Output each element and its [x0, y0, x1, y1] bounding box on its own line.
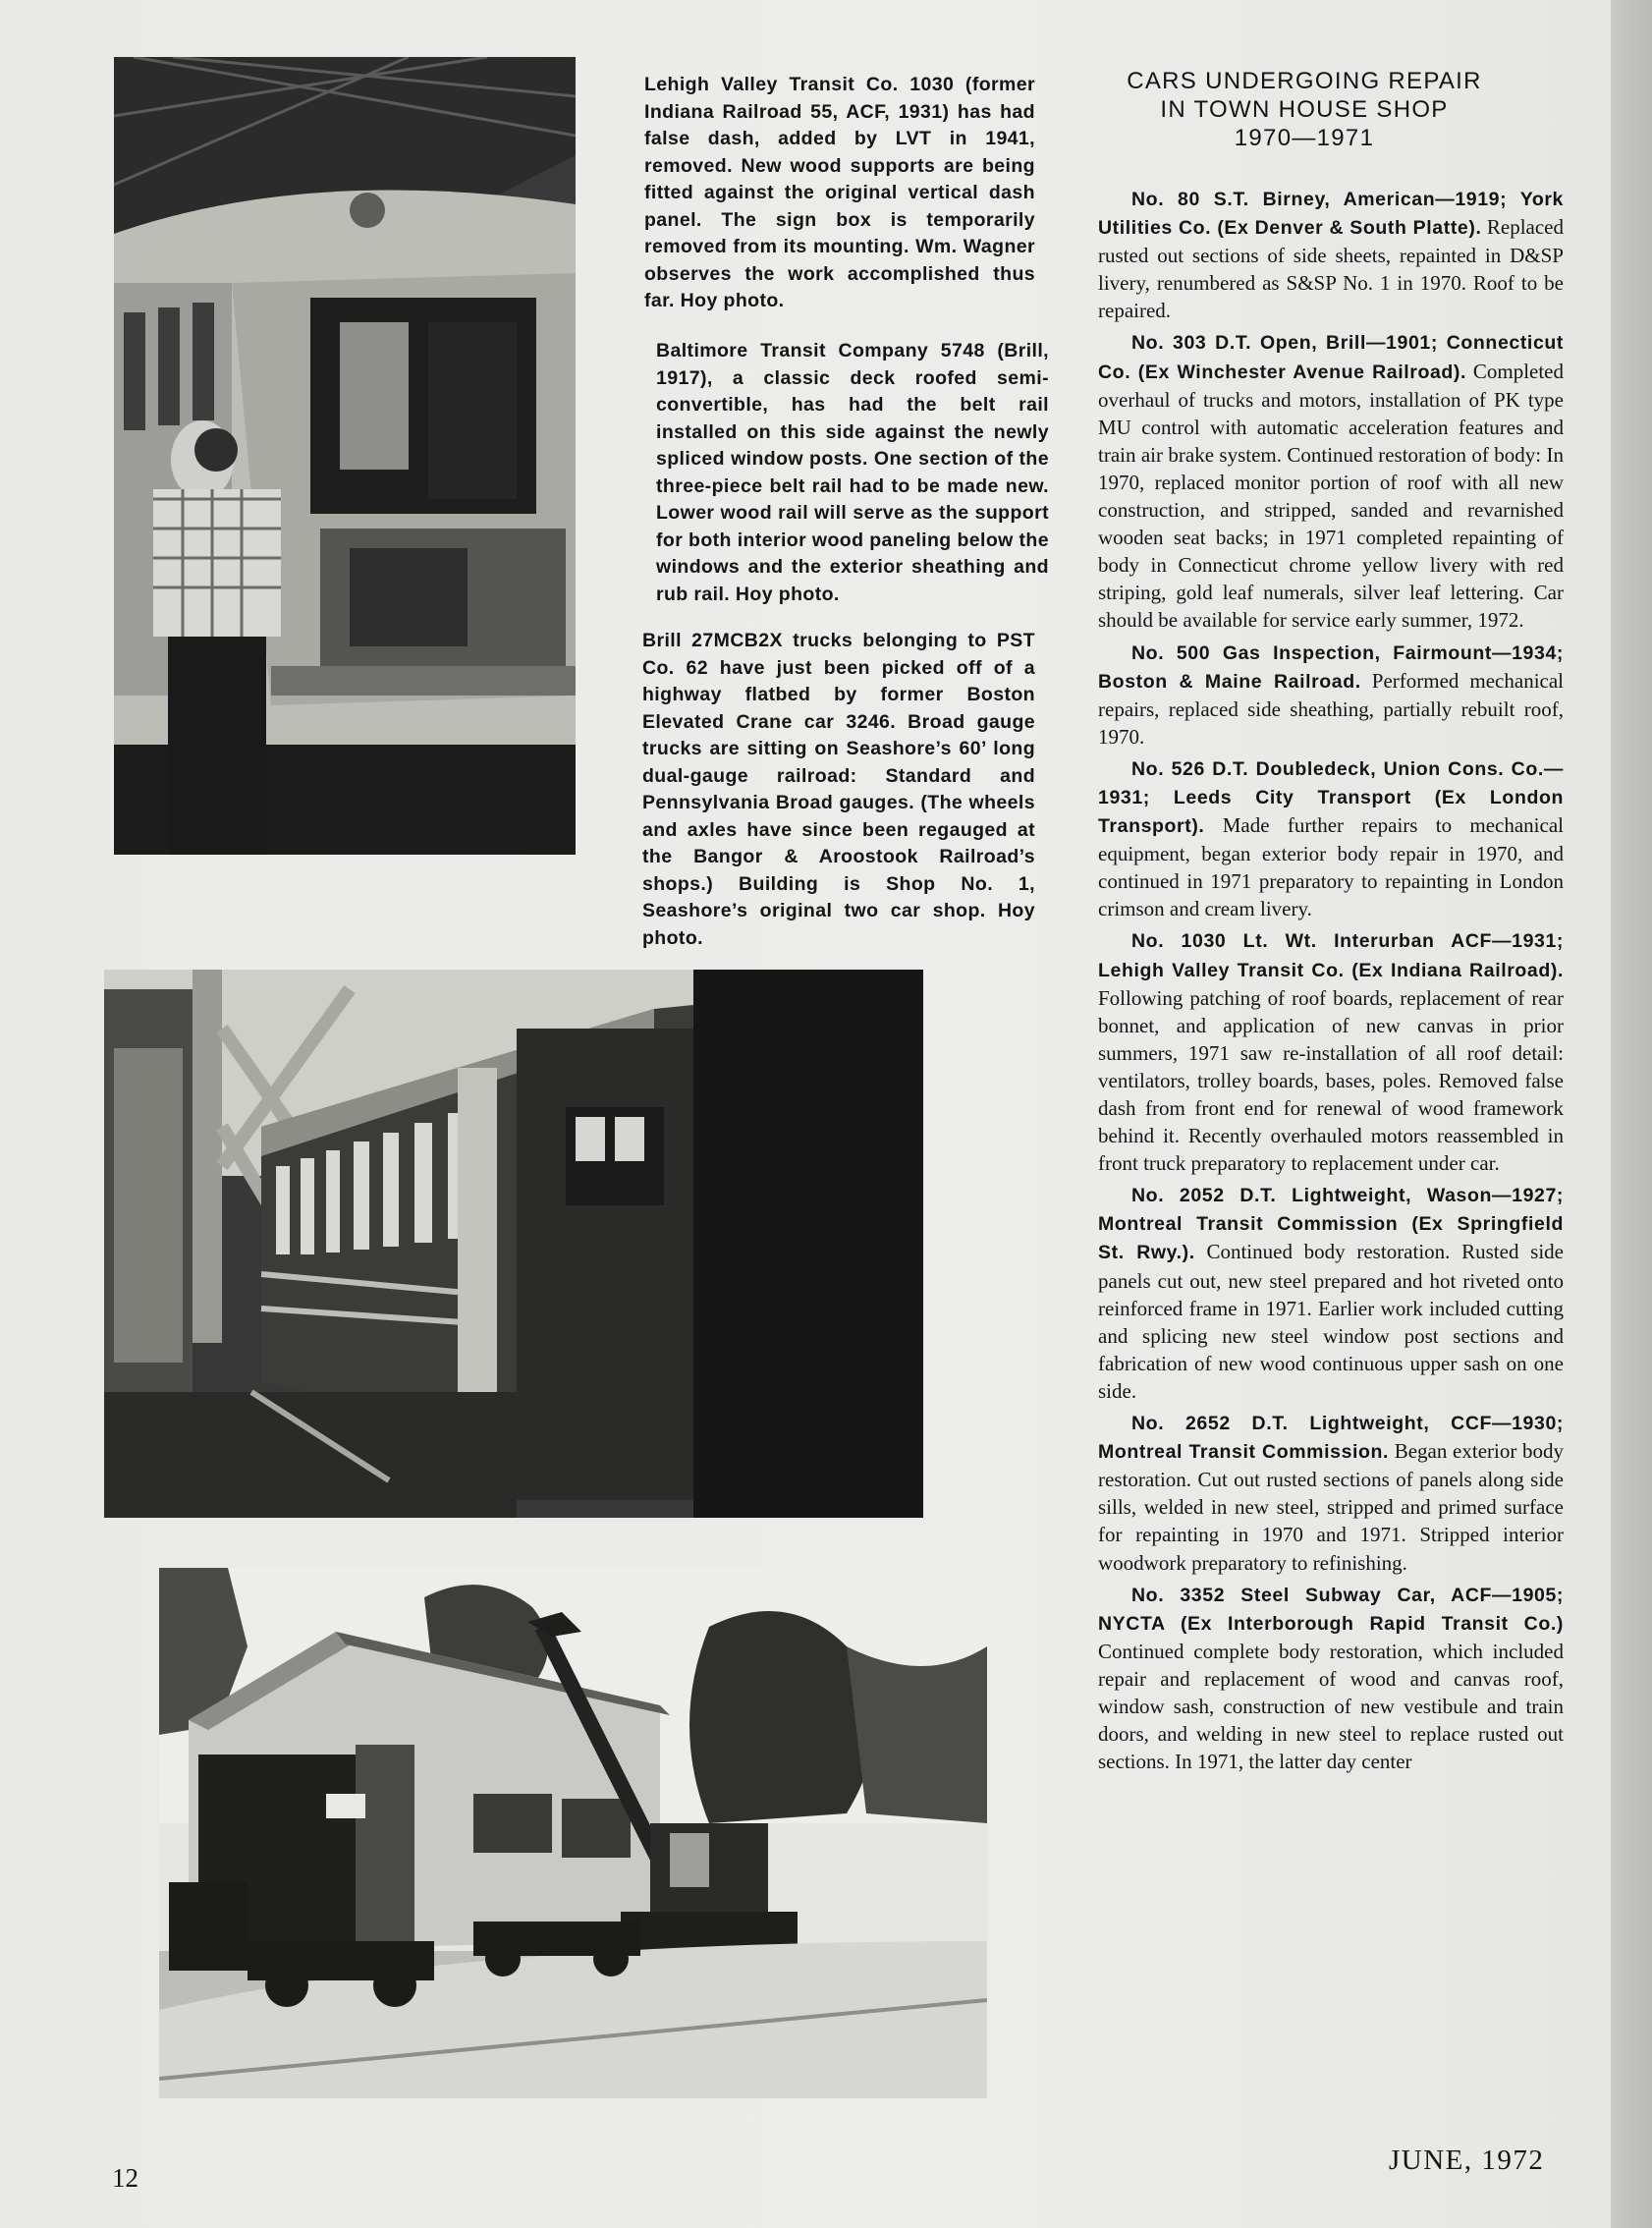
- entry-body: Continued body restoration. Rusted side panels cut out, new steel prepared and hot riveted onto reinforced frame in 1971. Earlier work included cutting and splicing new steel window post sections and fabrication of new wood continuous upper sash on one side.: [1098, 1240, 1564, 1403]
- entry-body: Began exterior body restoration. Cut out rusted sections of panels along side sills, welded in new steel, stripped and primed surface for repainting in 1970 and 1971. Stripped interior woodwork preparatory to refinishing.: [1098, 1439, 1564, 1575]
- article-heading: [1098, 67, 1511, 152]
- article-heading-line-1: CARS UNDERGOING REPAIR: [1127, 68, 1482, 94]
- entry-body: Following patching of roof boards, replacement of rear bonnet, and application of new canvas in prior summers, 1971 saw re-installation of all roof detail: ventilators, trolley boards, bases, poles. Removed false dash from front end for renewal of wood framework behind it. Recently overhauled motors reassembled in front truck preparatory to replacement under car.: [1098, 985, 1564, 1176]
- caption-baltimore-5748: Baltimore Transit Company 5748 (Brill, 1917), a classic deck roofed semi-convertible, has had the belt rail installed on this side against the newly spliced window posts. One section of the three-piece belt rail had to be made new. Lower wood rail will serve as the support for both interior wood paneling below the windows and the exterior sheathing and rub rail. Hoy photo.: [656, 340, 1049, 605]
- article-heading-line-2: IN TOWN HOUSE SHOP: [1160, 96, 1449, 123]
- entry-lead: No. 2652 D.T. Lightweight, CCF—1930; Montreal Transit Commission.: [1098, 1413, 1564, 1464]
- entry-body: Continued complete body restoration, which included repair and replacement of wood and canvas roof, window sash, construction of new vestibule and train doors, and welding in new steel to replace rusted out sections. In 1971, the latter day center: [1098, 1639, 1564, 1774]
- repair-entry-3352: [1098, 1581, 1564, 1776]
- entry-lead: No. 500 Gas Inspection, Fairmount—1934; Boston & Maine Railroad.: [1098, 641, 1564, 693]
- issue-date: JUNE, 1972: [1389, 2144, 1545, 2176]
- entry-lead: No. 303 D.T. Open, Brill—1901; Connecticut Co. (Ex Winchester Avenue Railroad).: [1098, 332, 1564, 383]
- entry-lead: No. 3352 Steel Subway Car, ACF—1905; NYCTA (Ex Interborough Rapid Transit Co.): [1098, 1584, 1564, 1635]
- entry-body: Replaced rusted out sections of side sheets, repainted in D&SP livery, renumbered as S&SP No. 1 in 1970. Roof to be repaired.: [1098, 215, 1564, 323]
- caption-brill-trucks: Brill 27MCB2X trucks belonging to PST Co. 62 have just been picked off of a highway flatbed by former Boston Elevated Crane car 3246. Broad gauge trucks are sitting on Seashore’s 60’ long dual-gauge railroad: Standard and Pennsylvania Broad gauges. (The wheels and axles have since been regauged at the Bangor & Aroostook Railroad’s shops.) Building is Shop No. 1, Seashore’s original two car shop. Hoy photo.: [642, 630, 1035, 949]
- repair-entry-1030: [1098, 926, 1564, 1177]
- repair-entry-2052: [1098, 1181, 1564, 1405]
- repair-entry-2652: [1098, 1409, 1564, 1577]
- photo-baltimore-5748: [104, 970, 923, 1518]
- photo-crane-and-trucks: [159, 1568, 987, 2098]
- repair-entry-500: [1098, 639, 1564, 751]
- repair-entry-526: [1098, 754, 1564, 923]
- entry-body: Made further repairs to mechanical equipment, began exterior body repair in 1970, and continued in 1971 preparatory to repainting in London crimson and cream livery.: [1098, 813, 1564, 921]
- entry-lead: No. 80 S.T. Birney, American—1919; York Utilities Co. (Ex Denver & South Platte).: [1098, 189, 1564, 240]
- entry-lead: No. 526 D.T. Doubledeck, Union Cons. Co.—1931; Leeds City Transport (Ex London Transport).: [1098, 757, 1564, 838]
- repair-entry-303: [1098, 328, 1564, 634]
- entry-lead: No. 2052 D.T. Lightweight, Wason—1927; Montreal Transit Commission (Ex Springfield St. Rwy.).: [1098, 1185, 1564, 1264]
- entry-body: Completed overhaul of trucks and motors, installation of PK type MU control with automatic acceleration features and train air brake system. Continued restoration of body: In 1970, replaced monitor portion of roof with all new construction, and stripped, sanded and revarnished wooden seat backs; in 1971 completed repainting of body in Connecticut chrome yellow livery with red striping, gold leaf numerals, silver leaf lettering. Car should be available for service early summer, 1972.: [1098, 359, 1565, 633]
- entry-body: Performed mechanical repairs, replaced side sheathing, partially rebuilt roof, 1970.: [1098, 668, 1565, 749]
- repair-entry-80: [1098, 185, 1564, 324]
- article-heading-line-3: 1970—1971: [1234, 125, 1375, 151]
- entry-lead: No. 1030 Lt. Wt. Interurban ACF—1931; Lehigh Valley Transit Co. (Ex Indiana Railroad).: [1098, 930, 1564, 981]
- caption-lvt-1030: Lehigh Valley Transit Co. 1030 (former Indiana Railroad 55, ACF, 1931) has had false dash, added by LVT in 1941, removed. New wood supports are being fitted against the original vertical dash panel. The sign box is temporarily removed from its mounting. Wm. Wagner observes the work accomplished thus far. Hoy photo.: [644, 74, 1035, 311]
- photo-lvt-1030: [114, 57, 576, 855]
- page-edge: [1611, 0, 1652, 2228]
- page-number: 12: [112, 2163, 138, 2193]
- repair-entries: [1098, 185, 1564, 1779]
